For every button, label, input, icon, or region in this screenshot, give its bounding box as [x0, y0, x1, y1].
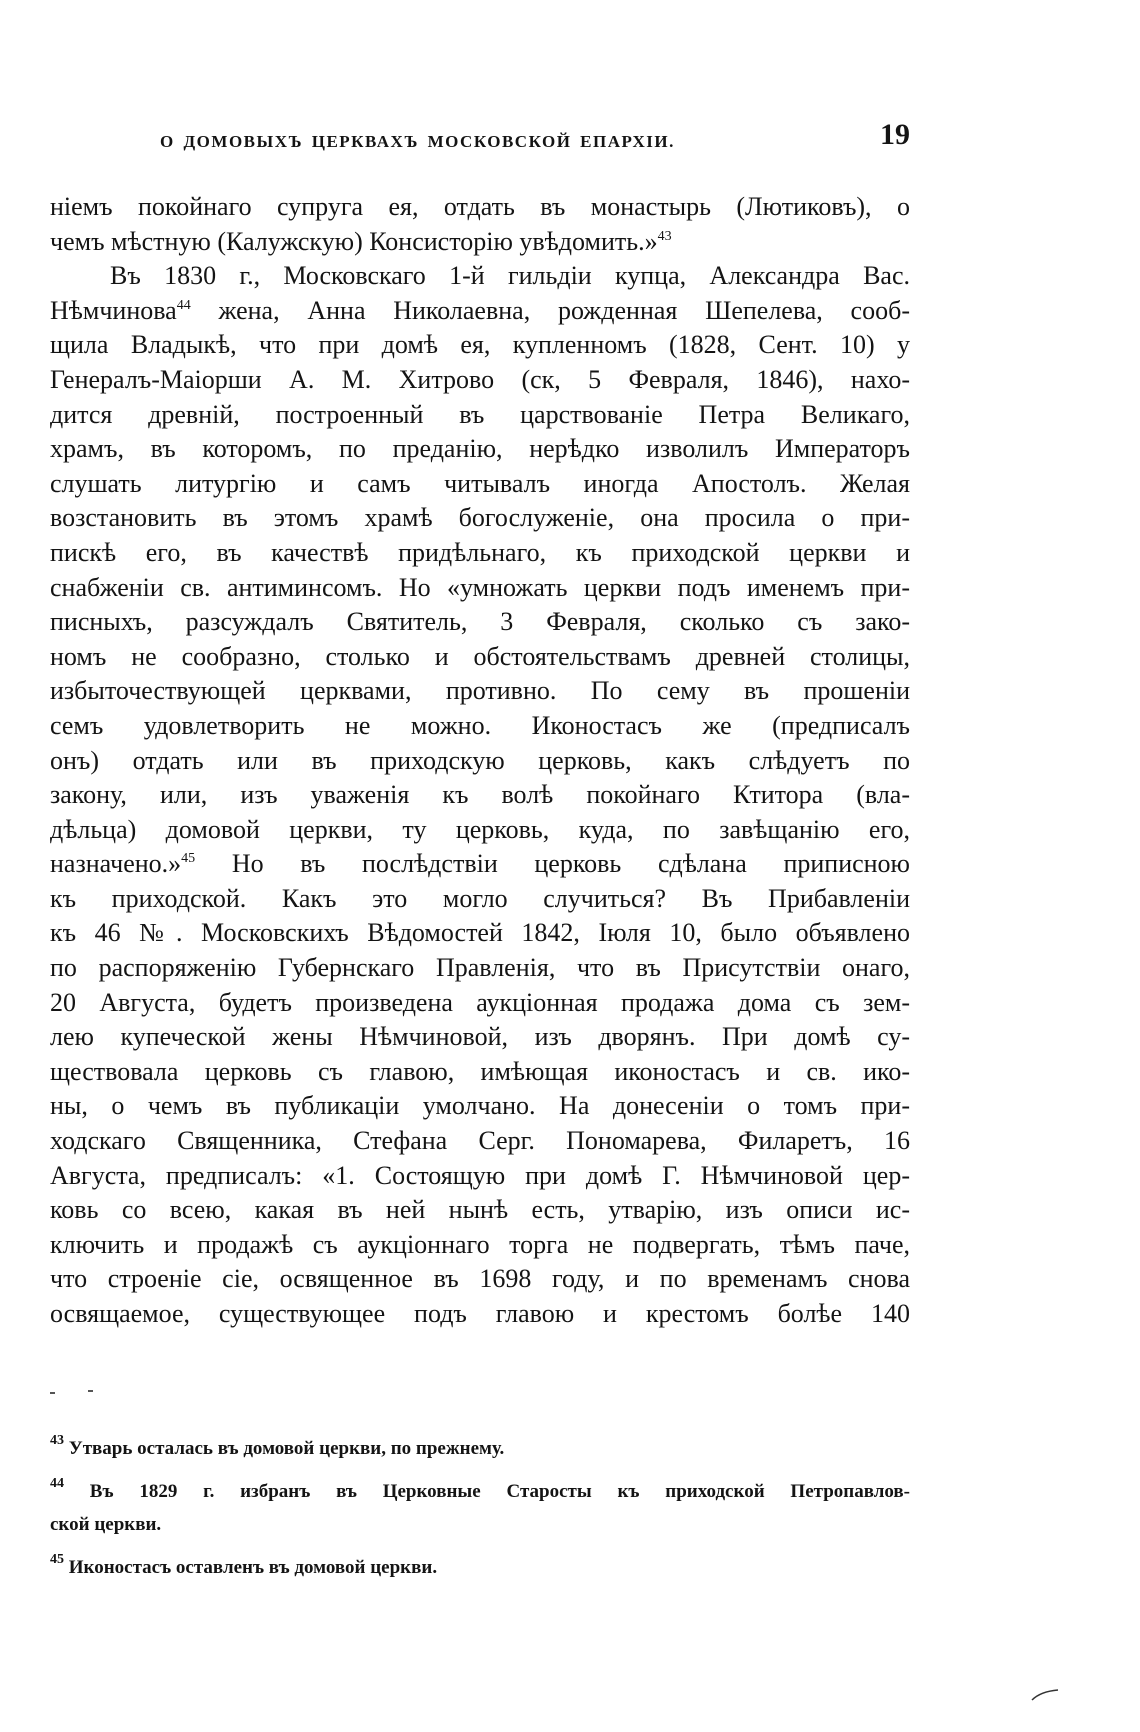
- footnote-ref: 43: [657, 228, 672, 244]
- text-line: [50, 328, 910, 363]
- line-text: назначено.»: [50, 849, 182, 879]
- line-text: лею купеческой жены Нѣмчиновой, изъ дворянъ. При домѣ су-: [50, 1022, 910, 1052]
- text-line: [50, 1089, 910, 1124]
- line-text: дится древній, построенный въ царствованіе Петра Великаго,: [50, 399, 910, 429]
- line-text: къ 46 №. Московскихъ Вѣдомостей 1842, Іюля 10, было объявлено: [50, 918, 910, 948]
- line-text: ществовала церковь съ главою, имѣющая иконостасъ и св. ико-: [50, 1056, 910, 1086]
- text-line: [50, 571, 910, 606]
- footnote-text: Иконостасъ оставленъ въ домовой церкви.: [68, 1557, 438, 1578]
- line-text: Нѣмчинова: [50, 295, 177, 325]
- line-text: номъ не сообразно, столько и обстоятельствамъ древней столицы,: [50, 641, 910, 671]
- footnote-ref: 45: [181, 851, 196, 867]
- text-line: [50, 1055, 910, 1090]
- body-text: [50, 190, 910, 1332]
- text-line: [50, 605, 910, 640]
- print-mark: [50, 1392, 55, 1394]
- line-text: закону, или, изъ уваженія къ волѣ покойнаго Ктитора (вла-: [50, 780, 910, 810]
- footnote-line: [50, 1551, 910, 1584]
- text-line: [50, 467, 910, 502]
- text-line: [50, 744, 910, 779]
- text-line: [50, 709, 910, 744]
- text-line: [50, 432, 910, 467]
- footnote-gap: [50, 1465, 910, 1475]
- footnote-text: Утварь осталась въ домовой церкви, по прежнему.: [68, 1438, 505, 1459]
- line-text: дѣльца) домовой церкви, ту церковь, куда, по завѣщанію его,: [50, 814, 910, 844]
- line-text: ключить и продажѣ съ аукціоннаго торга не подвергать, тѣмъ паче,: [50, 1229, 910, 1259]
- text-line: [50, 536, 910, 571]
- text-line: [50, 1124, 910, 1159]
- footnote: [50, 1551, 910, 1584]
- line-text: Августа, предписалъ: «1. Состоящую при домѣ Г. Нѣмчиновой цер-: [50, 1160, 910, 1190]
- text-line: [50, 813, 910, 848]
- text-line: [50, 640, 910, 675]
- text-line: [50, 916, 910, 951]
- footnote: [50, 1432, 910, 1465]
- text-line: [50, 778, 910, 813]
- line-text: пискѣ его, въ качествѣ придѣльнаго, къ приходской церкви и: [50, 537, 910, 567]
- line-text: по распоряженію Губернскаго Правленія, что въ Присутствіи онаго,: [50, 953, 910, 983]
- text-line: [50, 882, 910, 917]
- text-line: [50, 501, 910, 536]
- footnote-number: 45: [50, 1552, 64, 1567]
- line-text: писныхъ, разсуждалъ Святитель, 3 Февраля, сколько съ зако-: [50, 607, 910, 637]
- footnote: [50, 1475, 910, 1541]
- line-text: Генералъ-Маіорши А. М. Хитрово (ск, 5 Февраля, 1846), нахо-: [50, 364, 910, 394]
- text-line: [50, 225, 910, 260]
- footnote-number: 43: [50, 1433, 64, 1448]
- footnote-text: Въ 1829 г. избранъ въ Церковные Старосты къ приходской Петропавлов-: [89, 1481, 910, 1502]
- footnote-ref: 44: [176, 297, 191, 313]
- text-line: [50, 1020, 910, 1055]
- text-line: [50, 674, 910, 709]
- line-text: слушать литургію и самъ читывалъ иногда Апостолъ. Желая: [50, 468, 910, 498]
- line-text: возстановить въ этомъ храмѣ богослуженіе, она просила о при-: [50, 503, 910, 533]
- line-text-after: жена, Анна Николаевна, рожденная Шепелева, сооб-: [190, 295, 910, 325]
- line-text: ходскаго Священника, Стефана Серг. Пономарева, Филаретъ, 16: [50, 1126, 910, 1156]
- line-text: избыточествующей церквами, противно. По сему въ прошеніи: [50, 676, 910, 706]
- footnote-number: 44: [50, 1476, 64, 1491]
- line-text: освящаемое, существующее подъ главою и крестомъ болѣе 140: [50, 1299, 910, 1328]
- line-text: 20 Августа, будетъ произведена аукціонная продажа дома съ зем-: [50, 987, 910, 1017]
- footnote-text: ской церкви.: [50, 1514, 162, 1535]
- text-line: [50, 259, 910, 294]
- running-title: О ДОМОВЫХЪ ЦЕРКВАХЪ МОСКОВСКОЙ ЕПАРХІИ.: [160, 132, 675, 151]
- text-line: [50, 398, 910, 433]
- running-head: [50, 118, 910, 158]
- print-marks: [50, 1386, 910, 1400]
- print-mark: [88, 1390, 93, 1392]
- line-text-after: Но въ послѣдствіи церковь сдѣлана приписною: [195, 849, 910, 879]
- line-text: къ приходской. Какъ это могло случиться? Въ Прибавленіи: [50, 883, 910, 913]
- text-line: [50, 1193, 910, 1228]
- text-line: [50, 986, 910, 1021]
- text-line: [50, 1228, 910, 1263]
- text-line: [50, 294, 910, 329]
- line-text: ны, о чемъ въ публикаціи умолчано. На донесеніи о томъ при-: [50, 1091, 910, 1121]
- text-line: [50, 847, 910, 882]
- text-line: [50, 951, 910, 986]
- line-text: щила Владыкѣ, что при домѣ ея, купленномъ (1828, Сент. 10) у: [50, 330, 910, 360]
- line-text: снабженіи св. антиминсомъ. Но «умножать церкви подъ именемъ при-: [50, 572, 910, 602]
- line-text: храмъ, въ которомъ, по преданію, нерѣдко изволилъ Императоръ: [50, 434, 910, 464]
- text-line: [50, 363, 910, 398]
- text-line: [50, 190, 910, 225]
- page-number: 19: [880, 118, 910, 151]
- footnotes: [50, 1432, 910, 1584]
- footnote-line: [50, 1432, 910, 1465]
- line-text: ковь со всею, какая въ ней нынѣ есть, утварію, изъ описи ис-: [50, 1195, 910, 1225]
- line-text: чемъ мѣстную (Калужскую) Консисторію увѣдомить.»: [50, 226, 658, 256]
- footnote-gap: [50, 1541, 910, 1551]
- line-text: Въ 1830 г., Московскаго 1-й гильдіи купца, Александра Вас.: [110, 261, 910, 291]
- line-text: ніемъ покойнаго супруга ея, отдать въ монастырь (Лютиковъ), о: [50, 192, 910, 221]
- line-text: онъ) отдать или въ приходскую церковь, какъ слѣдуетъ по: [50, 745, 910, 775]
- text-line: [50, 1297, 910, 1332]
- line-text: семъ удовлетворить не можно. Иконостасъ же (предписалъ: [50, 710, 910, 740]
- text-line: [50, 1262, 910, 1297]
- footnote-line: [50, 1508, 910, 1541]
- text-line: [50, 1159, 910, 1194]
- line-text: что строеніе сіе, освященное въ 1698 году, и по временамъ снова: [50, 1264, 910, 1294]
- footnote-line: [50, 1475, 910, 1508]
- pencil-mark: [1030, 1688, 1060, 1702]
